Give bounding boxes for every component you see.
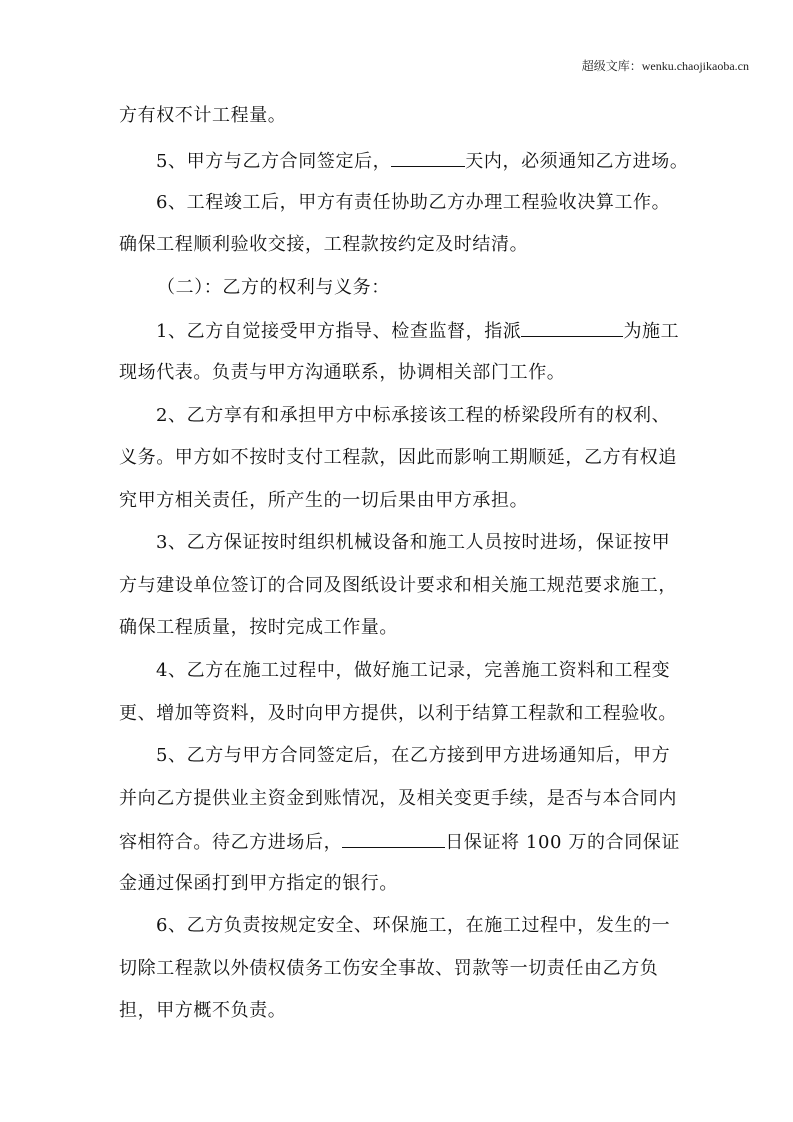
paragraph-item-2-yi: 2、乙方享有和承担甲方中标承接该工程的桥梁段所有的权利、	[156, 405, 671, 426]
paragraph-item-1-yi	[156, 318, 679, 344]
line-text-post: 为施工	[623, 321, 680, 342]
paragraph-line: 方与建设单位签订的合同及图纸设计要求和相关施工规范要求施工，	[119, 575, 677, 596]
paragraph-line: 义务。甲方如不按时支付工程款，因此而影响工期顺延，乙方有权追	[119, 447, 677, 468]
paragraph-line: 确保工程质量，按时完成工作量。	[119, 617, 398, 638]
paragraph-line: 金通过保函打到甲方指定的银行。	[119, 873, 398, 894]
paragraph-item-6-yi: 6、乙方负责按规定安全、环保施工，在施工过程中，发生的一	[156, 915, 671, 936]
paragraph-item-4-yi: 4、乙方在施工过程中，做好施工记录，完善施工资料和工程变	[156, 660, 671, 681]
paragraph-item-6-jia: 6、工程竣工后，甲方有责任协助乙方办理工程验收决算工作。	[156, 192, 671, 213]
line-text-post: 日保证将 100 万的合同保证	[445, 832, 681, 853]
fill-in-blank-representative[interactable]	[521, 318, 623, 337]
paragraph-line: 担，甲方概不负责。	[119, 1000, 287, 1021]
paragraph-line: 方有权不计工程量。	[119, 105, 287, 126]
paragraph-line: 确保工程顺利验收交接，工程款按约定及时结清。	[119, 234, 529, 255]
paragraph-line: 并向乙方提供业主资金到账情况，及相关变更手续，是否与本合同内	[119, 788, 677, 809]
fill-in-blank-deposit-day[interactable]	[342, 829, 445, 848]
line-text-pre: 5、甲方与乙方合同签定后，	[156, 151, 392, 172]
paragraph-line-with-blank	[119, 829, 680, 855]
line-text-pre: 容相符合。待乙方进场后，	[119, 832, 343, 853]
section-heading-yi-rights: （二）：乙方的权利与义务：	[157, 277, 390, 298]
line-text-pre: 1、乙方自觉接受甲方指导、检查监督，指派	[156, 321, 522, 342]
paragraph-item-5-jia	[156, 148, 688, 174]
line-text-post: 天内，必须通知乙方进场。	[465, 151, 689, 172]
page-header-source: 超级文库：wenku.chaojikaoba.cn	[581, 59, 749, 73]
paragraph-line: 究甲方相关责任，所产生的一切后果由甲方承担。	[119, 490, 529, 511]
fill-in-blank-days[interactable]	[391, 148, 465, 167]
paragraph-line: 更、增加等资料，及时向甲方提供，以利于结算工程款和工程验收。	[119, 703, 677, 724]
paragraph-line: 切除工程款以外债权债务工伤安全事故、罚款等一切责任由乙方负	[119, 958, 659, 979]
paragraph-line: 现场代表。负责与甲方沟通联系，协调相关部门工作。	[119, 362, 566, 383]
paragraph-item-3-yi: 3、乙方保证按时组织机械设备和施工人员按时进场，保证按甲	[156, 532, 671, 553]
paragraph-item-5-yi: 5、乙方与甲方合同签定后，在乙方接到甲方进场通知后，甲方	[156, 745, 671, 766]
